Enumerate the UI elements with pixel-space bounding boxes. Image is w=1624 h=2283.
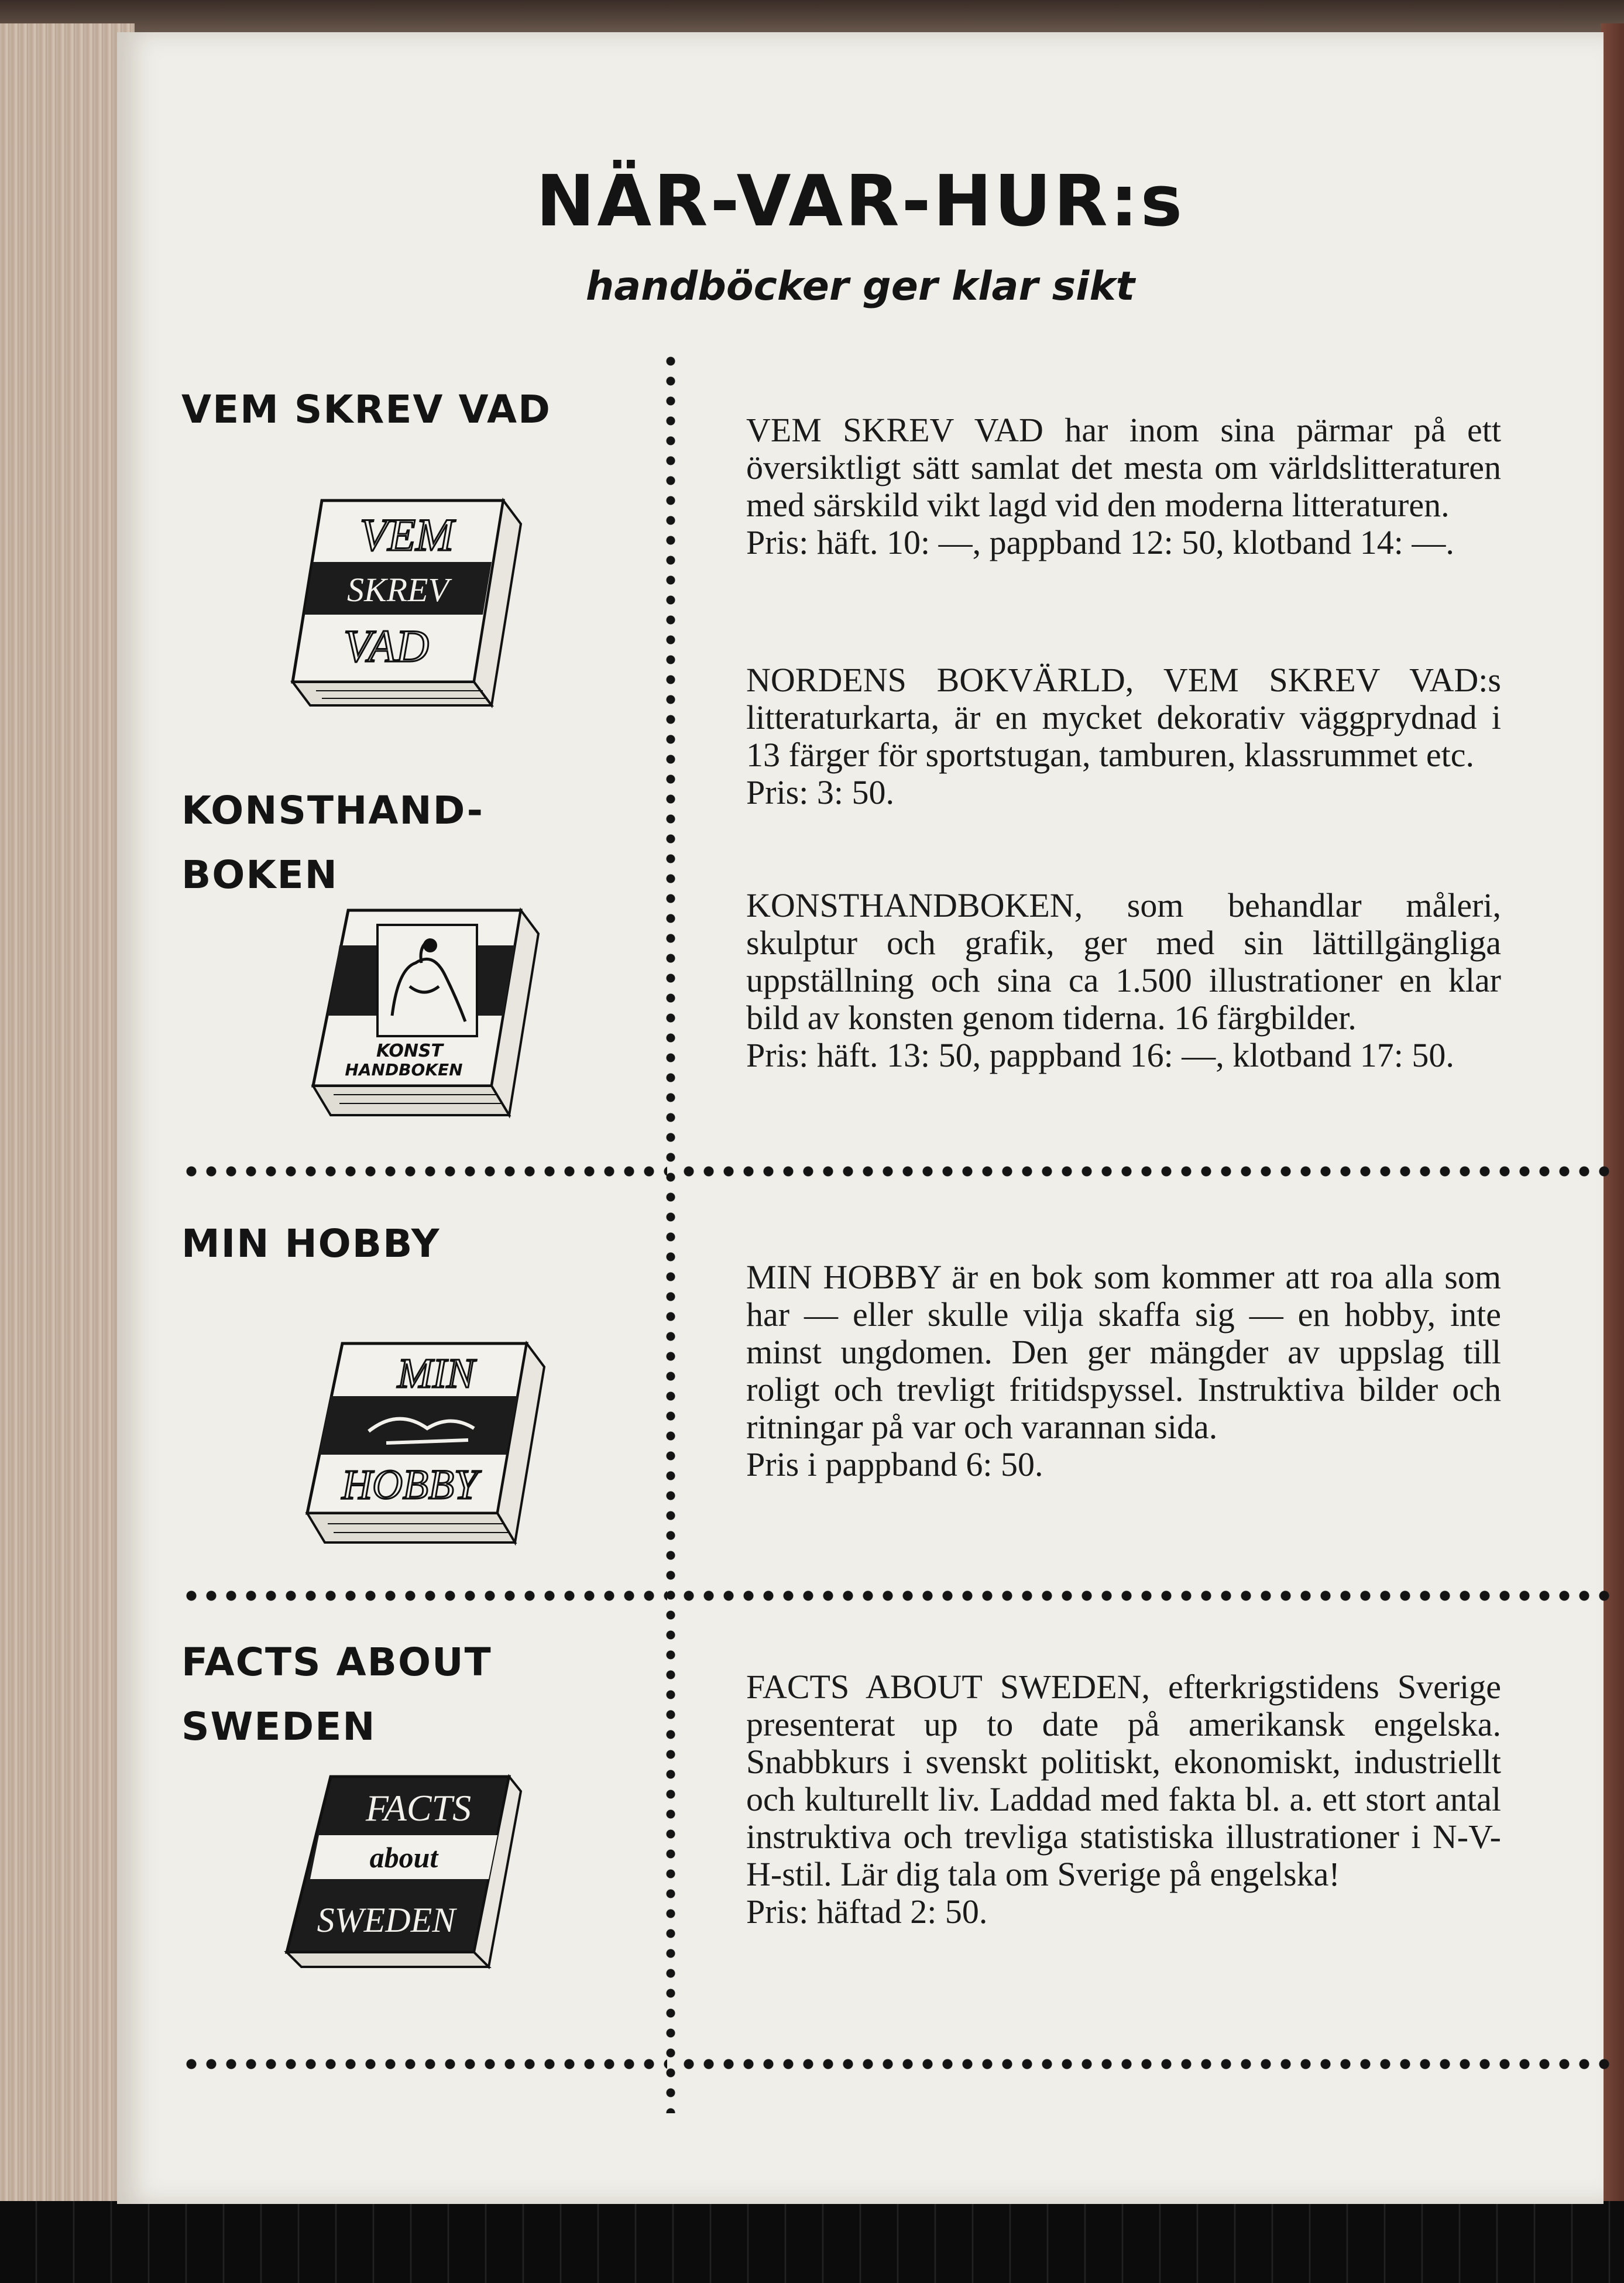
book-cover-vem-skrev-vad [281,489,550,741]
dot-divider-right-1 [679,1165,1609,1178]
heading-konsthandboken-line2: BOKEN [181,852,338,897]
cover-text-sweden: SWEDEN [317,1901,456,1939]
cover-text-konst: KONST [376,1041,444,1061]
cover-text-about: about [369,1841,438,1874]
heading-konsthandboken [181,779,484,907]
book-cover-min-hobby [293,1332,562,1583]
description-nordens-bokvarld: NORDENS BOKVÄRLD, VEM SKREV VAD:s litteraturkarta, är en mycket dekorativ väggprydnad i 13 färger för sportstugan, tamburen, klassrummet etc. [746,661,1501,774]
text-vem-skrev-vad [746,412,1501,561]
price-vem-skrev-vad: Pris: häft. 10: —, pappband 12: 50, klotband 14: —. [746,523,1454,561]
text-konsthandboken [746,887,1501,1074]
description-facts-about-sweden: FACTS ABOUT SWEDEN, efterkrigstidens Sverige presenterat up to date på amerikansk engelska. Snabbkurs i svenskt politiskt, ekonomiskt, industriellt och kulturellt liv. Laddad med fakta bl. a. ett stort antal instruktiva och trevliga statistiska illustrationer i N-V-H-stil. Lär dig tala om Sverige på engelska! [746,1668,1501,1893]
dot-divider-right-3 [679,2058,1609,2071]
book-cover-right [1601,23,1624,2224]
text-nordens-bokvarld [746,661,1501,811]
page-title: NÄR-VAR-HUR:s [535,161,1185,242]
book-cover-konsthandboken [298,899,556,1156]
page-stack-edge [0,23,135,2224]
description-konsthandboken: KONSTHANDBOKEN, som behandlar måleri, skulptur och grafik, ger med sin lättillgängliga uppställning och sina ca 1.500 illustrationer en klar bild av konsten genom tiderna. 16 färgbilder. [746,886,1501,1037]
vertical-dot-divider [664,351,677,2113]
heading-facts-about-sweden [181,1630,492,1759]
heading-min-hobby: MIN HOBBY [181,1221,441,1266]
book-cover-top [0,0,1624,35]
heading-vem-skrev-vad: VEM SKREV VAD [181,387,551,432]
price-facts-about-sweden: Pris: häftad 2: 50. [746,1893,988,1931]
cover-text-skrev: SKREV [347,571,449,609]
heading-facts-line1: FACTS ABOUT [181,1640,492,1685]
text-facts-about-sweden [746,1668,1501,1931]
price-konsthandboken: Pris: häft. 13: 50, pappband 16: —, klotband 17: 50. [746,1036,1454,1074]
heading-facts-line2: SWEDEN [181,1704,376,1749]
cover-text-min: MIN [397,1350,475,1397]
page-subtitle: handböcker ger klar sikt [585,263,1135,310]
description-min-hobby: MIN HOBBY är en bok som kommer att roa alla som har — eller skulle vilja skaffa sig — en hobby, inte minst ungdomen. Den ger mängder av uppslag till roligt och trevligt fritidspyssel. Instruktiva bilder och ritningar på var och varannan sida. [746,1258,1501,1446]
dot-divider-left-2 [181,1589,667,1602]
description-vem-skrev-vad: VEM SKREV VAD har inom sina pärmar på ett översiktligt sätt samlat det mesta om världslitteraturen med särskild vikt lagd vid den moderna litteraturen. [746,411,1501,524]
cover-text-facts: FACTS [365,1787,472,1829]
cover-text-vem: VEM [359,509,454,560]
book-cover-facts-about-sweden [263,1765,544,2023]
cover-text-handboken: HANDBOKEN [345,1060,463,1079]
dot-divider-left-1 [181,1165,667,1178]
text-min-hobby [746,1259,1501,1483]
price-nordens-bokvarld: Pris: 3: 50. [746,773,894,811]
dot-divider-right-2 [679,1589,1609,1602]
heading-konsthandboken-line1: KONSTHAND- [181,788,485,833]
price-min-hobby: Pris i pappband 6: 50. [746,1445,1043,1483]
cover-text-hobby: HOBBY [342,1461,478,1508]
book-page [117,32,1604,2204]
cover-text-vad: VAD [344,621,429,671]
dot-divider-left-3 [181,2058,667,2071]
bottom-backdrop [0,2201,1624,2283]
